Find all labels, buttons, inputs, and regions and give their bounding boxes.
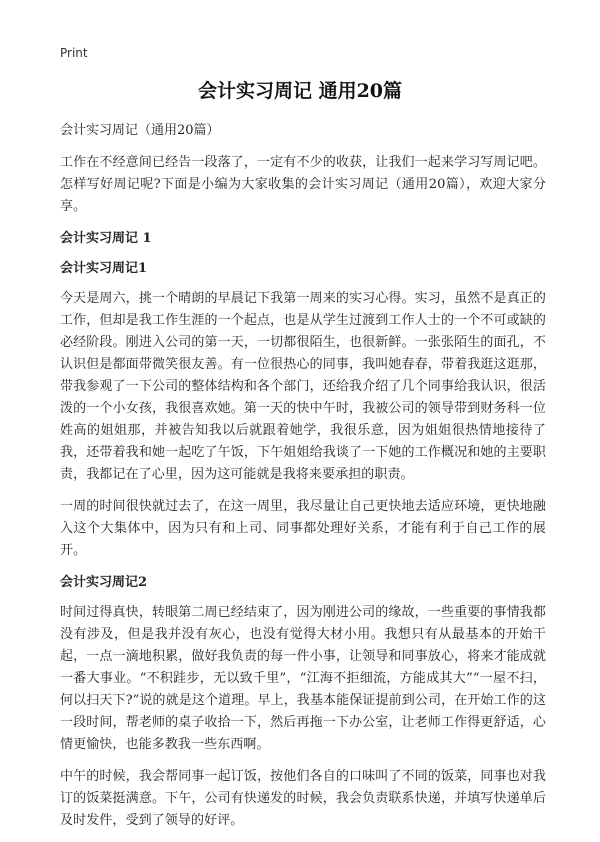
document-body [60, 120, 546, 842]
page-title: 会计实习周记 通用20篇 [197, 80, 403, 102]
entry-heading-1: 会计实习周记1 [60, 261, 148, 276]
entry-2-paragraph-1: 时间过得真快，转眼第二周已经结束了，因为刚进公司的缘故，一些重要的事情我都没有涉及，但是我并没有灰心，也没有觉得大材小用。我想只有从最基本的开始干起，一点一滴地积累，做好我负责的每一件小事，让领导和同事放心，将来才能成就一番大事业。“不积跬步，无以致千里”，“江海不拒细流，方能成其大”“一屋不扫，何以扫天下?”说的就是这个道理。早上，我基本能保证提前到公司，在开始工作的这一段时间，帮老师的桌子收拾一下，然后再拖一下办公室，让老师工作得更舒适，心情更愉快，也能多教我一些东西啊。 [60, 605, 546, 752]
intro-paragraph: 工作在不经意间已经告一段落了，一定有不少的收获，让我们一起来学习写周记吧。怎样写好周记呢?下面是小编为大家收集的会计实习周记（通用20篇），欢迎大家分享。 [60, 155, 546, 214]
entry-1-paragraph-1: 今天是周六，挑一个晴朗的早晨记下我第一周来的实习心得。实习，虽然不是真正的工作，但却是我工作生涯的一个起点，也是从学生过渡到工作人士的一个不可或缺的必经阶段。刚进入公司的第一天，一切都很陌生，也很新鲜。一张张陌生的面孔，不认识但是都面带微笑很友善。有一位很热心的同事，我叫她春春，带着我逛这逛那，带我参观了一下公司的整体结构和各个部门，还给我介绍了几个同事给我认识，很活泼的一个小女孩，我很喜欢她。第一天的快中午时，我被公司的领导带到财务科一位姓高的姐姐那，并被告知我以后就跟着她学，我很乐意，因为姐姐很热情地接待了我，还带着我和她一起吃了午饭，下午姐姐给我谈了一下她的工作概况和她的主要职责，我都记在了心里，因为这可能就是我将来要承担的职责。 [60, 291, 546, 482]
print-link[interactable]: Print [60, 46, 88, 60]
section-heading: 会计实习周记 1 [60, 231, 152, 246]
entry-1-paragraph-2: 一周的时间很快就过去了，在这一周里，我尽量让自己更快地去适应环境，更快地融入这个大集体中，因为只有和上司、同事都处理好关系，才能有利于自己工作的展开。 [60, 499, 546, 558]
entry-heading-2: 会计实习周记2 [60, 575, 148, 590]
document-subtitle: 会计实习周记（通用20篇） [60, 123, 220, 138]
entry-2-paragraph-2: 中午的时候，我会帮同事一起订饭，按他们各自的口味叫了不同的饭菜，同事也对我订的饭菜挺满意。下午，公司有快递发的时候，我会负责联系快递，并填写快递单后及时发件，受到了领导的好评。 [60, 769, 546, 828]
